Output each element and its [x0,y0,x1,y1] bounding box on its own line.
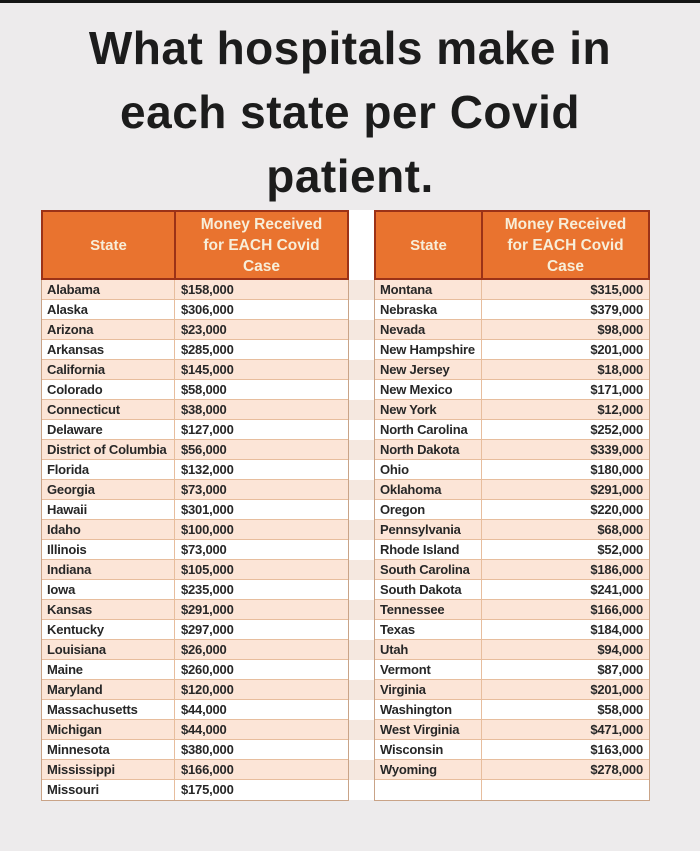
table-row [375,440,649,460]
table-row [375,400,649,420]
amount-cell: $175,000 [181,782,234,797]
amount-cell: $260,000 [181,662,234,677]
amount-cell: $145,000 [181,362,234,377]
state-cell: South Dakota [375,580,482,599]
table-row [42,500,348,520]
left-table-body [41,280,349,801]
amount-cell: $87,000 [597,662,643,677]
amount-cell: $56,000 [181,442,227,457]
page-title [0,16,700,208]
table-row [42,520,348,540]
amount-cell: $166,000 [181,762,234,777]
amount-cell: $68,000 [597,522,643,537]
state-cell: Alaska [42,300,175,319]
state-cell: Georgia [42,480,175,499]
table-row [42,540,348,560]
amount-cell: $105,000 [181,562,234,577]
state-cell: Alabama [42,280,175,299]
state-cell: New Hampshire [375,340,482,359]
state-cell: Florida [42,460,175,479]
state-cell: Maryland [42,680,175,699]
amount-cell: $132,000 [181,462,234,477]
table-row [42,720,348,740]
state-cell: Colorado [42,380,175,399]
table-row [375,360,649,380]
state-cell: Indiana [42,560,175,579]
right-table-header [374,210,650,280]
state-cell: Michigan [42,720,175,739]
amount-cell: $241,000 [590,582,643,597]
table-row [375,320,649,340]
right-table-body [374,280,650,801]
amount-cell: $184,000 [590,622,643,637]
table-row [375,760,649,780]
amount-cell: $278,000 [590,762,643,777]
amount-cell: $297,000 [181,622,234,637]
table-row [42,460,348,480]
state-cell: New Mexico [375,380,482,399]
amount-cell: $252,000 [590,422,643,437]
table-row [375,480,649,500]
amount-cell: $306,000 [181,302,234,317]
amount-cell: $52,000 [597,542,643,557]
state-cell [375,780,482,800]
left-table [41,210,349,801]
table-row [375,500,649,520]
state-cell: Delaware [42,420,175,439]
table-row [375,380,649,400]
state-cell: Wyoming [375,760,482,779]
state-cell: Arkansas [42,340,175,359]
state-cell: Illinois [42,540,175,559]
amount-cell: $158,000 [181,282,234,297]
amount-cell: $301,000 [181,502,234,517]
table-row [42,760,348,780]
state-cell: Montana [375,280,482,299]
amount-cell: $98,000 [597,322,643,337]
state-cell: Nevada [375,320,482,339]
state-cell: Idaho [42,520,175,539]
table-row [42,400,348,420]
table-row [42,680,348,700]
amount-cell: $100,000 [181,522,234,537]
state-cell: Washington [375,700,482,719]
amount-cell: $73,000 [181,542,227,557]
state-cell: Rhode Island [375,540,482,559]
amount-cell: $285,000 [181,342,234,357]
left-state-column-header: State [43,212,176,278]
table-row [42,700,348,720]
amount-cell: $58,000 [597,702,643,717]
table-row [375,720,649,740]
amount-cell: $18,000 [597,362,643,377]
state-cell: Kansas [42,600,175,619]
amount-cell: $235,000 [181,582,234,597]
table-row [42,480,348,500]
table-row [42,320,348,340]
amount-cell: $315,000 [590,282,643,297]
state-cell: Maine [42,660,175,679]
amount-cell: $339,000 [590,442,643,457]
table-row [42,380,348,400]
state-cell: Nebraska [375,300,482,319]
state-cell: Pennsylvania [375,520,482,539]
state-cell: Massachusetts [42,700,175,719]
table-row [42,600,348,620]
table-row [375,580,649,600]
state-cell: Vermont [375,660,482,679]
table-row [375,460,649,480]
state-cell: Texas [375,620,482,639]
table-row [375,340,649,360]
table-row [42,780,348,800]
state-cell: District of Columbia [42,440,175,459]
amount-cell: $166,000 [590,602,643,617]
table-row [42,300,348,320]
amount-cell: $201,000 [590,342,643,357]
state-cell: Arizona [42,320,175,339]
table-row [375,600,649,620]
amount-cell [482,780,649,800]
table-row [375,420,649,440]
table-row [42,280,348,300]
right-table [374,210,650,801]
state-cell: South Carolina [375,560,482,579]
state-cell: Louisiana [42,640,175,659]
amount-cell: $94,000 [597,642,643,657]
state-cell: Tennessee [375,600,482,619]
gap-header [349,210,374,280]
table-row [42,360,348,380]
amount-cell: $471,000 [590,722,643,737]
gap-body [349,280,374,800]
table-row [42,660,348,680]
right-money-column-header: Money Received for EACH Covid Case [504,215,627,275]
table-row [42,440,348,460]
state-cell: New Jersey [375,360,482,379]
state-cell: Virginia [375,680,482,699]
state-cell: Oklahoma [375,480,482,499]
table-row [42,560,348,580]
amount-cell: $291,000 [181,602,234,617]
table-row [375,660,649,680]
left-money-column-header: Money Received for EACH Covid Case [200,215,323,275]
title-line-1: What hospitals make in [88,22,612,74]
table-row [42,420,348,440]
amount-cell: $180,000 [590,462,643,477]
state-cell: Kentucky [42,620,175,639]
state-cell: Connecticut [42,400,175,419]
state-cell: Hawaii [42,500,175,519]
top-border-bar [0,0,700,3]
state-cell: West Virginia [375,720,482,739]
left-table-header [41,210,349,280]
amount-cell: $38,000 [181,402,227,417]
amount-cell: $44,000 [181,722,227,737]
amount-cell: $26,000 [181,642,227,657]
table-row [375,620,649,640]
table-row [375,640,649,660]
table-row [375,540,649,560]
amount-cell: $380,000 [181,742,234,757]
amount-cell: $171,000 [590,382,643,397]
title-line-2: each state per Covid [120,86,580,138]
amount-cell: $12,000 [597,402,643,417]
amount-cell: $127,000 [181,422,234,437]
table-row [42,640,348,660]
amount-cell: $120,000 [181,682,234,697]
table-row [42,740,348,760]
state-cell: Mississippi [42,760,175,779]
right-state-column-header: State [376,212,483,278]
state-cell: Iowa [42,580,175,599]
state-cell: Missouri [42,780,175,800]
table-row [42,580,348,600]
amount-cell: $201,000 [590,682,643,697]
state-cell: Oregon [375,500,482,519]
table-row [42,340,348,360]
table-row [375,280,649,300]
amount-cell: $23,000 [181,322,227,337]
table-row [375,560,649,580]
state-cell: New York [375,400,482,419]
table-row [375,300,649,320]
state-cell: Utah [375,640,482,659]
state-cell: California [42,360,175,379]
state-cell: North Carolina [375,420,482,439]
table-row [375,700,649,720]
table-row [375,680,649,700]
amount-cell: $58,000 [181,382,227,397]
state-payment-tables [41,210,650,801]
amount-cell: $163,000 [590,742,643,757]
state-cell: North Dakota [375,440,482,459]
state-cell: Ohio [375,460,482,479]
amount-cell: $44,000 [181,702,227,717]
table-row [42,620,348,640]
table-row [375,520,649,540]
title-line-3: patient. [266,150,434,202]
amount-cell: $291,000 [590,482,643,497]
amount-cell: $186,000 [590,562,643,577]
amount-cell: $73,000 [181,482,227,497]
table-row [375,740,649,760]
amount-cell: $220,000 [590,502,643,517]
amount-cell: $379,000 [590,302,643,317]
state-cell: Wisconsin [375,740,482,759]
state-cell: Minnesota [42,740,175,759]
table-row [375,780,649,800]
table-gap-column [349,210,374,801]
